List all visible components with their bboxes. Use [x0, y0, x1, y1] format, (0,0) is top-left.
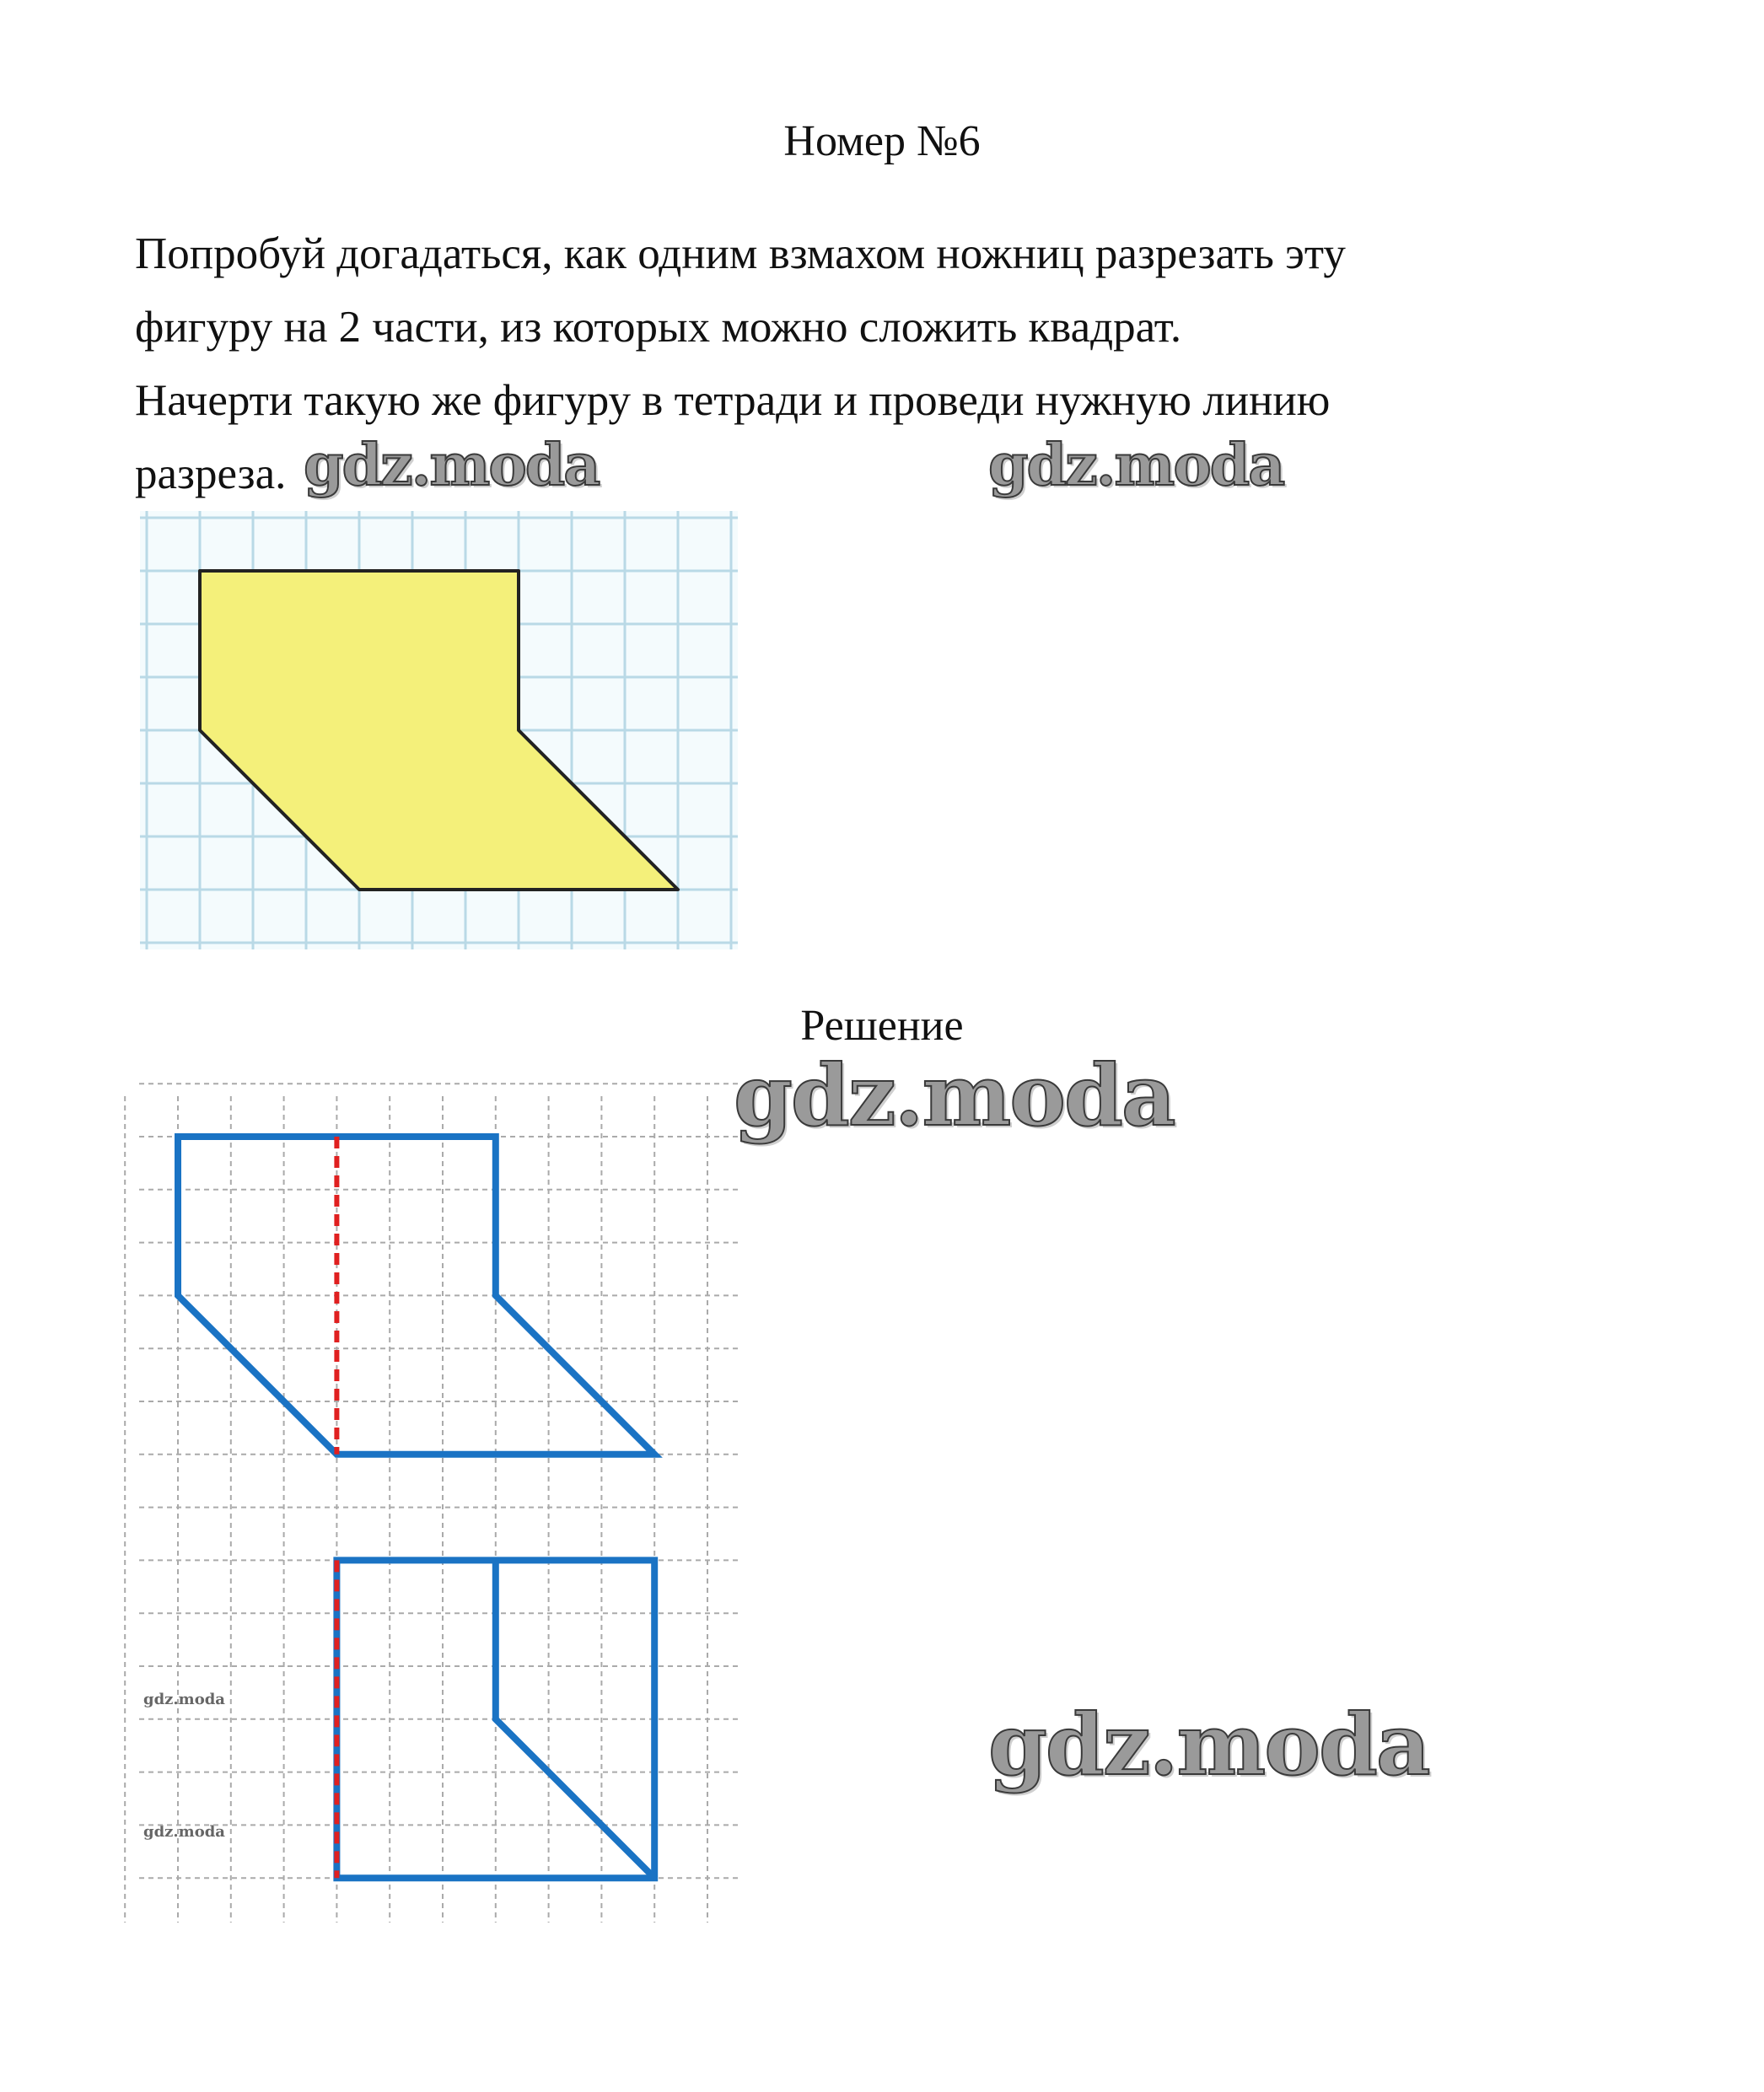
- solution-title: Решение: [800, 1002, 964, 1050]
- watermark-small: gdz.moda: [143, 1691, 225, 1708]
- watermark: gdz.moda: [304, 432, 600, 499]
- problem-line: разреза.: [135, 449, 287, 498]
- watermark: gdz.moda: [988, 1695, 1429, 1794]
- original-shape-outline: [178, 1137, 654, 1455]
- problem-figure: [140, 511, 747, 953]
- problem-line: фигуру на 2 части, из которых можно сложить квадрат.: [135, 303, 1182, 352]
- watermark: gdz.moda: [988, 432, 1284, 499]
- solution-figure: [139, 1096, 746, 1931]
- watermark-small: gdz.moda: [143, 1823, 225, 1841]
- problem-line: Начерти такую же фигуру в тетради и проведи нужную линию: [135, 376, 1331, 425]
- problem-line: Попробуй догадаться, как одним взмахом ножниц разрезать эту: [135, 229, 1346, 278]
- page-title: Номер №6: [783, 117, 981, 165]
- watermark: gdz.moda: [734, 1046, 1175, 1145]
